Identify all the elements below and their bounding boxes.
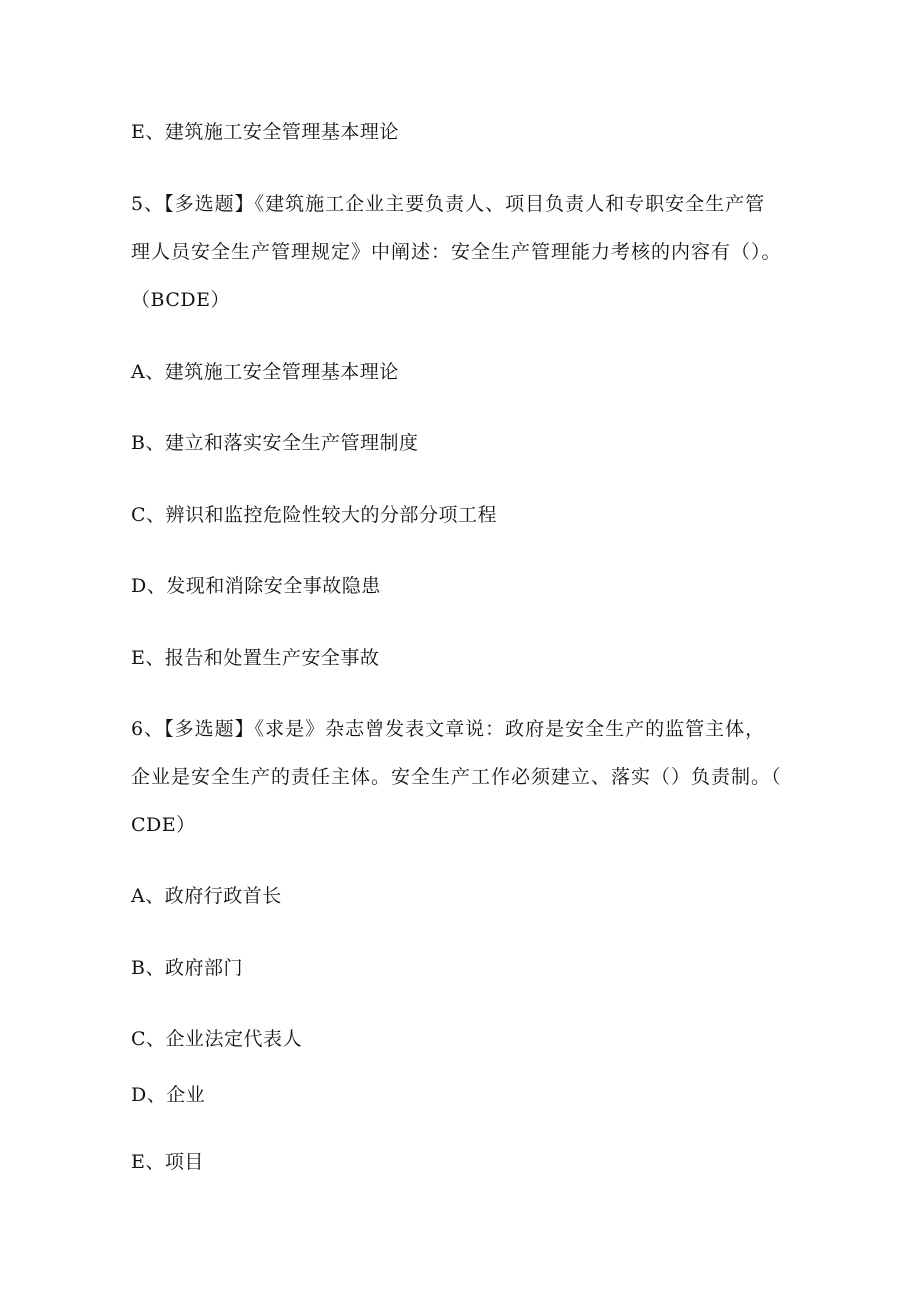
question-5-option-c: C、辨识和监控危险性较大的分部分项工程 [131, 504, 498, 526]
question-5-option-b: B、建立和落实安全生产管理制度 [131, 432, 419, 454]
question-6-option-b: B、政府部门 [131, 957, 243, 979]
question-5-option-a: A、建筑施工安全管理基本理论 [131, 361, 399, 383]
question-6-option-d: D、企业 [131, 1084, 206, 1106]
question-6-option-a: A、政府行政首长 [131, 885, 282, 907]
question-5-option-e: E、报告和处置生产安全事故 [131, 647, 380, 669]
question-6-line-1: 6、【多选题】《求是》杂志曾发表文章说：政府是安全生产的监管主体， [131, 718, 766, 740]
question-6-option-c: C、企业法定代表人 [131, 1028, 303, 1050]
question-5-line-1: 5、【多选题】《建筑施工企业主要负责人、项目负责人和专职安全生产管 [131, 193, 766, 215]
question-6-line-2: 企业是安全生产的责任主体。安全生产工作必须建立、落实（）负责制。（ [131, 766, 782, 788]
question-5-line-2: 理人员安全生产管理规定》中阐述：安全生产管理能力考核的内容有（）。 [131, 241, 782, 263]
question-6-answer: CDE） [131, 814, 196, 836]
question-5-option-d: D、发现和消除安全事故隐患 [131, 575, 381, 597]
question-6-option-e: E、项目 [131, 1151, 204, 1173]
option-e-prev: E、建筑施工安全管理基本理论 [131, 121, 399, 143]
question-5-answer: （BCDE） [131, 289, 230, 311]
